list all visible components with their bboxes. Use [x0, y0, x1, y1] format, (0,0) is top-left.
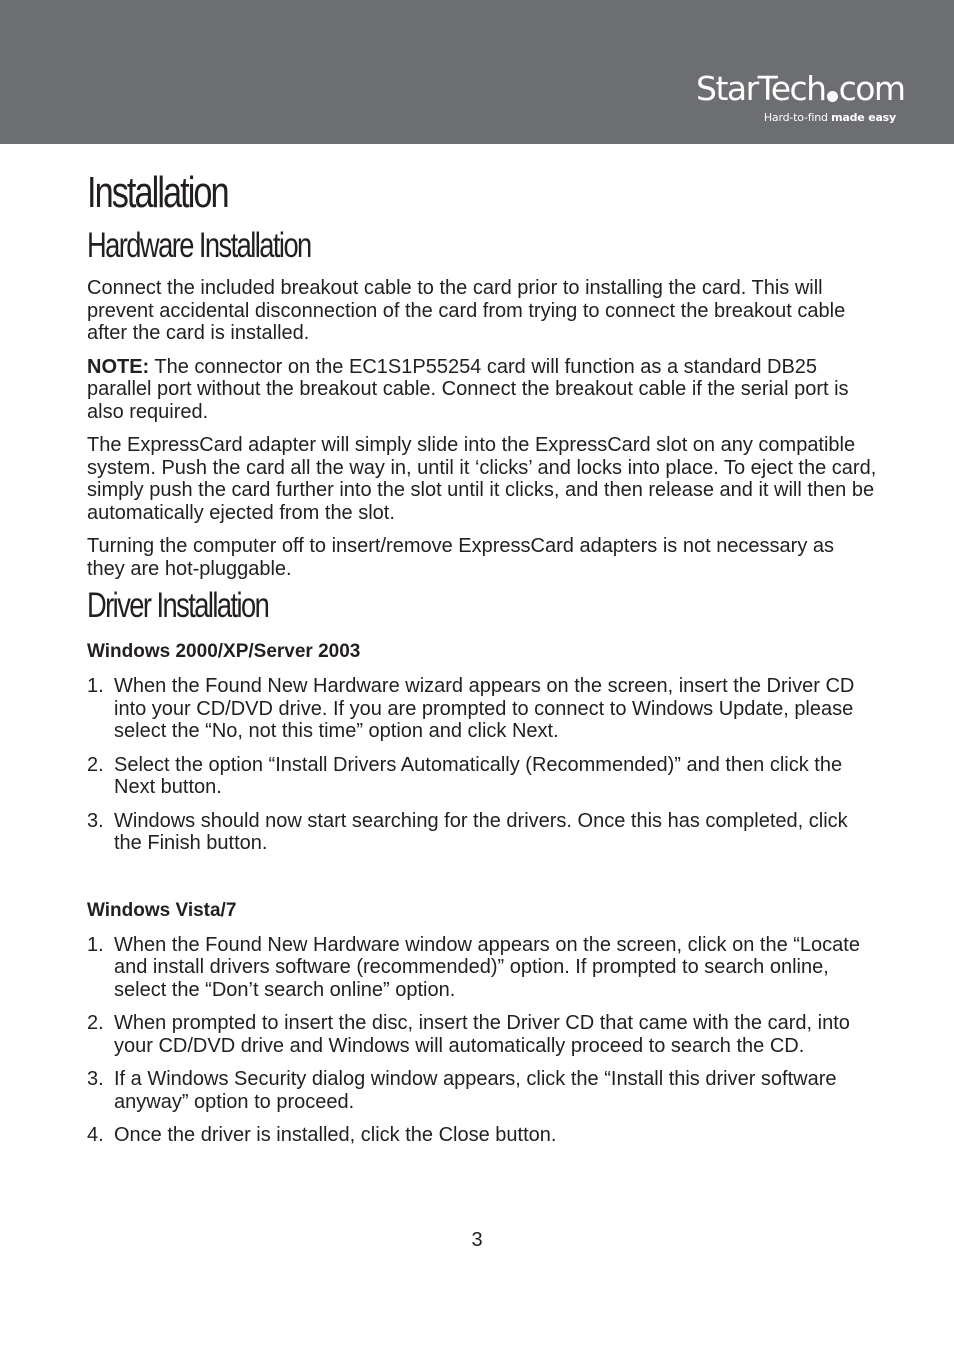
hardware-heading: Hardware Installation: [87, 226, 311, 265]
step-number: 2.: [87, 753, 104, 776]
hardware-para-4: Turning the computer off to insert/remove ExpressCard adapters is not necessary as they are hot-pluggable.: [87, 535, 835, 580]
step-text: Once the driver is installed, click the Close button.: [114, 1124, 557, 1146]
header-band: [0, 0, 954, 144]
vista-subheading: Windows Vista/7: [87, 899, 237, 921]
list-item: [87, 934, 877, 1002]
step-number: 3.: [87, 809, 104, 832]
tagline-bold: made easy: [831, 111, 896, 124]
logo-text-right: com: [838, 69, 905, 108]
step-text: When the Found New Hardware window appears on the screen, click on the “Locate and install drivers software (recommended)” option. If prompted to search online, select the “Don’t search online” option.: [114, 933, 860, 1001]
tagline-light: Hard-to-find: [763, 111, 832, 124]
step-number: 4.: [87, 1124, 104, 1146]
list-item: [87, 754, 877, 799]
list-item: [87, 1012, 877, 1057]
step-number: 2.: [87, 1012, 104, 1034]
step-number: 1.: [87, 675, 104, 697]
list-item: [87, 675, 877, 743]
list-item: [87, 1068, 877, 1113]
page-title: Installation: [87, 168, 228, 217]
page-content: [87, 168, 877, 1147]
startech-logo: [696, 69, 905, 125]
hardware-para-3: The ExpressCard adapter will simply slide into the ExpressCard slot on any compatible system. Push the card all the way in, until it ‘clicks’ and locks into place. To eject the card, simply push the card further into the slot until it clicks, and then release and it will then be automatically ejected from the slot.: [87, 434, 877, 524]
step-text: When the Found New Hardware wizard appears on the screen, insert the Driver CD into your CD/DVD drive. If you are prompted to connect to Windows Update, please select the “No, not this time” option and click Next.: [114, 675, 855, 742]
logo-wordmark: [696, 70, 905, 108]
xp-steps-list: [87, 675, 877, 855]
page-number: 3: [471, 1229, 483, 1251]
step-text: If a Windows Security dialog window appears, click the “Install this driver software anyway” option to proceed.: [114, 1068, 837, 1113]
logo-text-left: StarTech: [696, 69, 826, 108]
logo-tagline: [696, 111, 896, 125]
vista-steps-list: [87, 934, 877, 1147]
logo-dot-icon: [827, 91, 838, 102]
list-item: [87, 810, 877, 855]
note-text: The connector on the EC1S1P55254 card will function as a standard DB25 parallel port without the breakout cable. Connect the breakout cable if the serial port is also required.: [87, 355, 849, 423]
xp-subheading: Windows 2000/XP/Server 2003: [87, 641, 361, 662]
step-text: When prompted to insert the disc, insert the Driver CD that came with the card, into your CD/DVD drive and Windows will automatically proceed to search the CD.: [114, 1012, 850, 1057]
step-text: Select the option “Install Drivers Automatically (Recommended)” and then click the Next button.: [114, 753, 843, 798]
hardware-para-1: Connect the included breakout cable to the card prior to installing the card. This will prevent accidental disconnection of the card from trying to connect the breakout cable after the card is installed.: [87, 277, 846, 344]
step-number: 3.: [87, 1068, 104, 1090]
hardware-note: [87, 356, 877, 424]
step-text: Windows should now start searching for the drivers. Once this has completed, click the Finish button.: [114, 809, 848, 854]
list-item: [87, 1124, 877, 1147]
driver-heading: Driver Installation: [87, 586, 269, 625]
step-number: 1.: [87, 933, 104, 956]
note-label: NOTE:: [87, 355, 150, 378]
